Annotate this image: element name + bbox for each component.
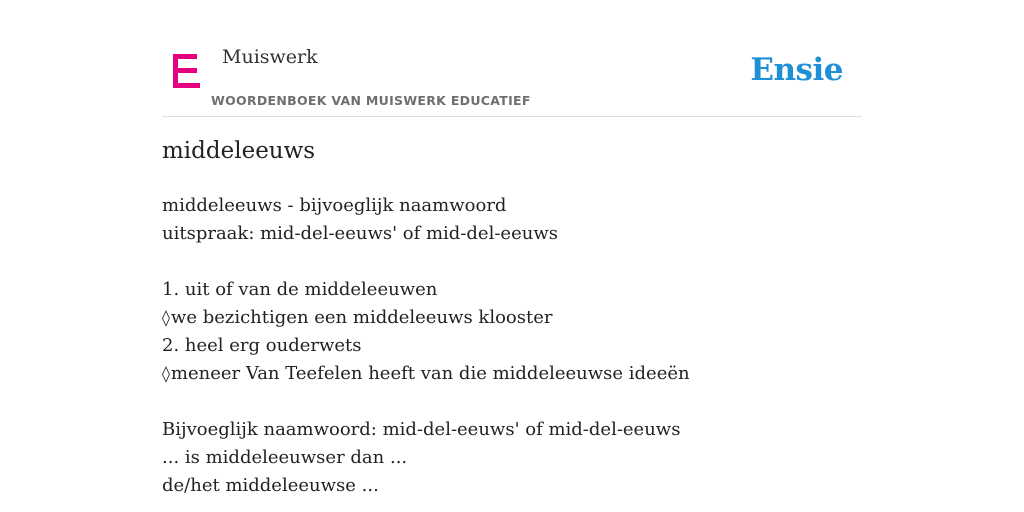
sense-2-example	[162, 360, 862, 388]
example-text: meneer Van Teefelen heeft van die middeleeuwse ideeën	[170, 363, 690, 384]
site-header	[162, 0, 862, 117]
sense-2: 2. heel erg ouderwets	[162, 335, 362, 356]
diamond-icon: ◊	[162, 308, 170, 327]
sense-1-example	[162, 304, 862, 332]
grammar-comparative: ... is middeleeuwser dan ...	[162, 447, 408, 468]
pronunciation-line: uitspraak: mid-del-eeuws' of mid-del-eeuws	[162, 223, 558, 244]
spacer	[162, 248, 862, 276]
spacer	[162, 388, 862, 416]
example-text: we bezichtigen een middeleeuws klooster	[170, 307, 553, 328]
sense-1: 1. uit of van de middeleeuwen	[162, 279, 438, 300]
dictionary-subtitle: WOORDENBOEK VAN MUISWERK EDUCATIEF	[211, 93, 531, 108]
publisher-link[interactable]: Muiswerk	[222, 46, 318, 68]
entry-body	[162, 192, 862, 500]
definition-line: middeleeuws - bijvoeglijk naamwoord	[162, 195, 507, 216]
entry-title: middeleeuws	[162, 138, 316, 164]
grammar-line: Bijvoeglijk naamwoord: mid-del-eeuws' of mid-del-eeuws	[162, 419, 681, 440]
grammar-article: de/het middeleeuwse ...	[162, 475, 379, 496]
ensie-logo[interactable]: Ensie	[750, 52, 843, 88]
diamond-icon: ◊	[162, 364, 170, 383]
muiswerk-logo-icon[interactable]	[173, 54, 201, 88]
